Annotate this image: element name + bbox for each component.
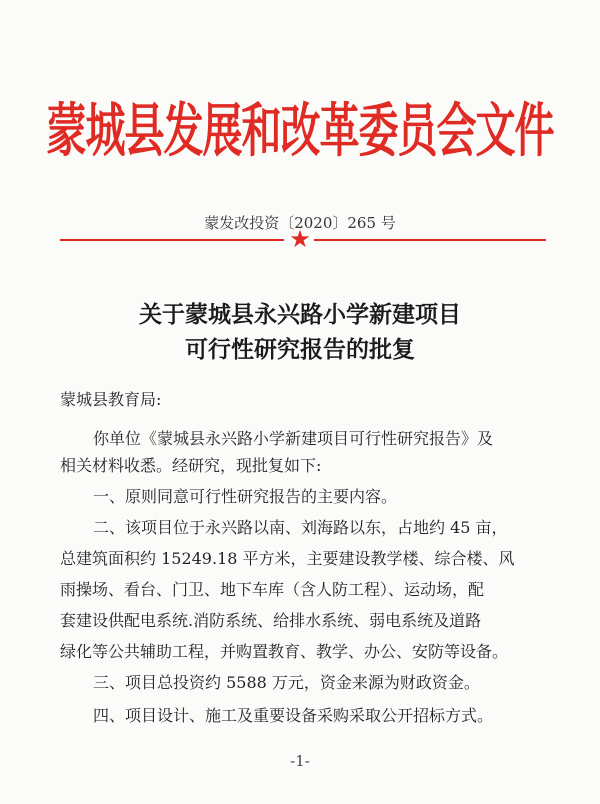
body-line: 二、该项目位于永兴路以南、刘海路以东，占地约 45 亩， xyxy=(93,518,508,537)
document-header-title: 蒙城县发展和改革委员会文件 xyxy=(46,98,554,165)
header-divider-right xyxy=(314,239,546,241)
body-line: 绿化等公共辅助工程，并购置教育、教学、办公、安防等设备。 xyxy=(60,642,509,661)
body-line: 一、原则同意可行性研究报告的主要内容。 xyxy=(93,487,398,506)
body-line: 你单位《蒙城县永兴路小学新建项目可行性研究报告》及 xyxy=(93,429,494,448)
body-line: 四、项目设计、施工及重要设备采购采取公开招标方式。 xyxy=(93,706,494,725)
body-line: 雨操场、看台、门卫、地下车库（含人防工程）、运动场，配 xyxy=(60,580,485,599)
body-line: 套建设供配电系统.消防系统、给排水系统、弱电系统及道路 xyxy=(60,611,482,630)
document-subject-line-1: 关于蒙城县永兴路小学新建项目 xyxy=(139,301,461,328)
star-icon: ★ xyxy=(289,225,311,253)
header-divider-left xyxy=(60,239,284,241)
recipient: 蒙城县教育局: xyxy=(60,390,162,409)
document-number: 蒙发改投资〔2020〕265 号 xyxy=(204,214,396,232)
body-line: 总建筑面积约 15249.18 平方米，主要建设教学楼、综合楼、风 xyxy=(60,549,515,568)
body-line: 相关材料收悉。经研究，现批复如下: xyxy=(60,456,322,475)
document-subject-line-2: 可行性研究报告的批复 xyxy=(185,336,415,363)
page-number: -1- xyxy=(290,752,310,770)
body-line: 三、项目总投资约 5588 万元，资金来源为财政资金。 xyxy=(93,673,480,692)
